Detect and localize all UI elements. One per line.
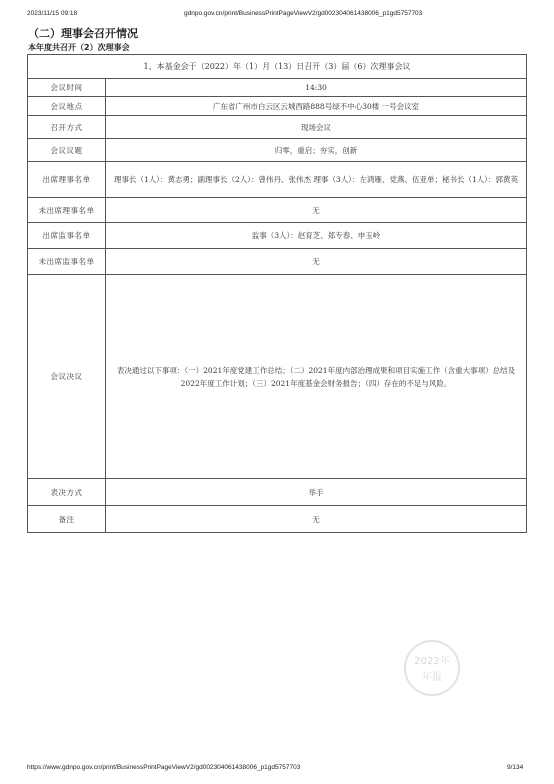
row-label: 会议时间 bbox=[28, 79, 106, 97]
section-title: （二）理事会召开情况 bbox=[28, 27, 138, 40]
row-value: 表决通过以下事项：（一）2021年度党建工作总结；（二）2021年度内部治理成果和项目实施工作（含重大事项）总结及 2022年度工作计划；（三）2021年度基金会财务报告；（四）存在的不足与风险。 bbox=[106, 275, 527, 479]
watermark-label: 年报 bbox=[422, 672, 442, 683]
row-label: 会议决议 bbox=[28, 275, 106, 479]
row-value: 广东省广州市白云区云城西路888号绿不中心30楼 一号会议室 bbox=[106, 97, 527, 116]
table-row bbox=[28, 506, 527, 533]
print-url: gdnpo.gov.cn/print/BusinessPrintPageViewV2/gd002304061438006_p1gd5757703 bbox=[184, 10, 423, 17]
row-value: 无 bbox=[106, 506, 527, 533]
meeting-table bbox=[27, 54, 527, 533]
row-label: 未出席理事名单 bbox=[28, 198, 106, 223]
meeting-title: 1、本基金会于（2022）年（1）月（13）日召开（3）届（6）次理事会议 bbox=[28, 55, 527, 79]
row-value: 理事长（1人）：黄志勇；副理事长（2人）：曾伟丹、张伟杰 理事（3人）：左鸿雁、党燕、伍亚单；秘书长（1人）：郭黄英 bbox=[106, 162, 527, 198]
footer-url: https://www.gdnpo.gov.cn/print/BusinessPrintPageViewV2/gd002304061438006_p1gd5757703 bbox=[27, 764, 301, 771]
watermark-year: 2022年 bbox=[414, 656, 450, 667]
row-label: 出席监事名单 bbox=[28, 223, 106, 249]
table-row bbox=[28, 249, 527, 275]
table-row bbox=[28, 97, 527, 116]
print-datetime: 2023/11/15 09:18 bbox=[27, 10, 78, 17]
page-number: 9/134 bbox=[507, 764, 524, 771]
row-label: 会议议题 bbox=[28, 139, 106, 162]
row-label: 表决方式 bbox=[28, 479, 106, 506]
annual-report-watermark bbox=[404, 640, 460, 696]
row-value: 无 bbox=[106, 249, 527, 275]
row-label: 未出席监事名单 bbox=[28, 249, 106, 275]
print-footer bbox=[0, 764, 554, 776]
row-value: 无 bbox=[106, 198, 527, 223]
row-label: 出席理事名单 bbox=[28, 162, 106, 198]
table-row bbox=[28, 162, 527, 198]
section-subtitle: 本年度共召开（2）次理事会 bbox=[28, 43, 130, 52]
row-label: 会议地点 bbox=[28, 97, 106, 116]
row-value: 现场会议 bbox=[106, 116, 527, 139]
meeting-title-row bbox=[28, 55, 527, 79]
table-row bbox=[28, 139, 527, 162]
table-row bbox=[28, 479, 527, 506]
table-row bbox=[28, 275, 527, 479]
table-row bbox=[28, 79, 527, 97]
table-row bbox=[28, 223, 527, 249]
row-label: 备注 bbox=[28, 506, 106, 533]
row-label: 召开方式 bbox=[28, 116, 106, 139]
row-value: 监事（3人）：赵育芝、郑专春、申玉岭 bbox=[106, 223, 527, 249]
row-value: 举手 bbox=[106, 479, 527, 506]
table-row bbox=[28, 198, 527, 223]
row-value: 14:30 bbox=[106, 79, 527, 97]
print-header bbox=[0, 10, 554, 22]
row-value: 归零，重启；夯实，创新 bbox=[106, 139, 527, 162]
table-row bbox=[28, 116, 527, 139]
